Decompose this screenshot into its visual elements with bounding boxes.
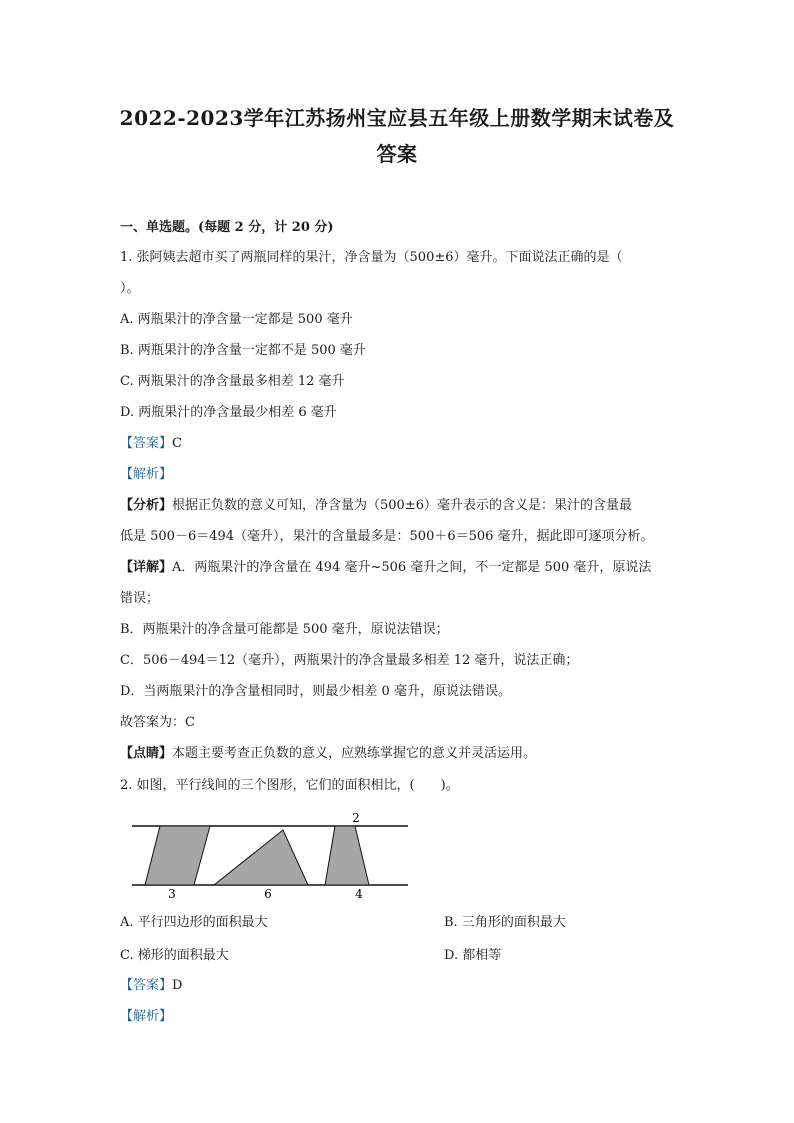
answer-value: D (172, 978, 183, 993)
q1-stem-line-2: ）。 (120, 281, 140, 296)
q1-option-b: B. 两瓶果汁的净含量一定都不是 500 毫升 (120, 343, 366, 358)
label-triangle-6: 6 (264, 887, 272, 900)
parallelogram-shape (145, 826, 210, 885)
fenxi-text-1: 根据正负数的意义可知，净含量为（500±6）毫升表示的含义是：果汁的含量最 (172, 498, 632, 513)
q1-answer (120, 434, 680, 454)
label-parallelogram-3: 3 (168, 887, 176, 900)
title-line-1: 2022-2023学年江苏扬州宝应县五年级上册数学期末试卷及 (119, 106, 675, 130)
q1-dianjing (120, 744, 680, 764)
analysis-tag: 【解析】 (120, 1009, 173, 1024)
q1-analysis-heading (120, 465, 680, 485)
q2-option-b: B. 三角形的面积最大 (444, 915, 566, 930)
xiangjie-tag: 【详解】 (120, 560, 173, 575)
q1-conclusion: 故答案为：C (120, 715, 195, 730)
q2-option-d: D. 都相等 (444, 948, 502, 963)
page-title (100, 100, 694, 172)
q2-option-a: A. 平行四边形的面积最大 (120, 915, 268, 930)
parallel-lines-figure (128, 810, 410, 900)
answer-value: C (172, 436, 182, 451)
q2-stem: 2. 如图，平行线间的三个图形，它们的面积相比，( )。 (120, 778, 459, 793)
q2-analysis-heading (120, 1007, 680, 1027)
dianjing-text: 本题主要考查正负数的意义，应熟练掌握它的意义并灵活运用。 (172, 746, 537, 761)
dianjing-tag: 【点睛】 (120, 746, 173, 761)
xiangjie-text-1: A．两瓶果汁的净含量在 494 毫升~506 毫升之间，不一定都是 500 毫升，原说法 (172, 560, 652, 575)
trapezoid-shape (325, 826, 369, 885)
fenxi-tag: 【分析】 (120, 498, 173, 513)
q1-xiangjie-line-1 (120, 558, 680, 578)
label-top-2: 2 (352, 811, 360, 825)
q1-xiangjie-line-2: 错误； (120, 591, 160, 606)
section-heading: 一、单选题。(每题 2 分，计 20 分) (120, 220, 334, 235)
q1-stem-line-1: 1. 张阿姨去超市买了两瓶同样的果汁，净含量为（500±6）毫升。下面说法正确的是（ (120, 250, 623, 265)
q1-detail-d: D．当两瓶果汁的净含量相同时，则最少相差 0 毫升，原说法错误。 (120, 684, 511, 699)
answer-tag: 【答案】 (120, 436, 173, 451)
q1-detail-b: B．两瓶果汁的净含量可能都是 500 毫升，原说法错误； (120, 622, 449, 637)
answer-tag: 【答案】 (120, 978, 173, 993)
q1-fenxi-line-2: 低是 500－6＝494（毫升），果汁的含量最多是：500＋6＝506 毫升，据此即可逐项分析。 (120, 529, 654, 544)
analysis-tag: 【解析】 (120, 467, 173, 482)
q1-option-c: C. 两瓶果汁的净含量最多相差 12 毫升 (120, 374, 345, 389)
q1-option-a: A. 两瓶果汁的净含量一定都是 500 毫升 (120, 312, 353, 327)
q1-option-d: D. 两瓶果汁的净含量最少相差 6 毫升 (120, 405, 337, 420)
triangle-shape (214, 830, 308, 885)
title-line-2: 答案 (376, 142, 418, 166)
q2-answer (120, 976, 680, 996)
q1-fenxi-line-1 (120, 496, 680, 516)
q1-detail-c: C．506－494＝12（毫升），两瓶果汁的净含量最多相差 12 毫升，说法正确； (120, 653, 579, 668)
label-trapezoid-4: 4 (355, 887, 363, 900)
q2-option-c: C. 梯形的面积最大 (120, 948, 229, 963)
